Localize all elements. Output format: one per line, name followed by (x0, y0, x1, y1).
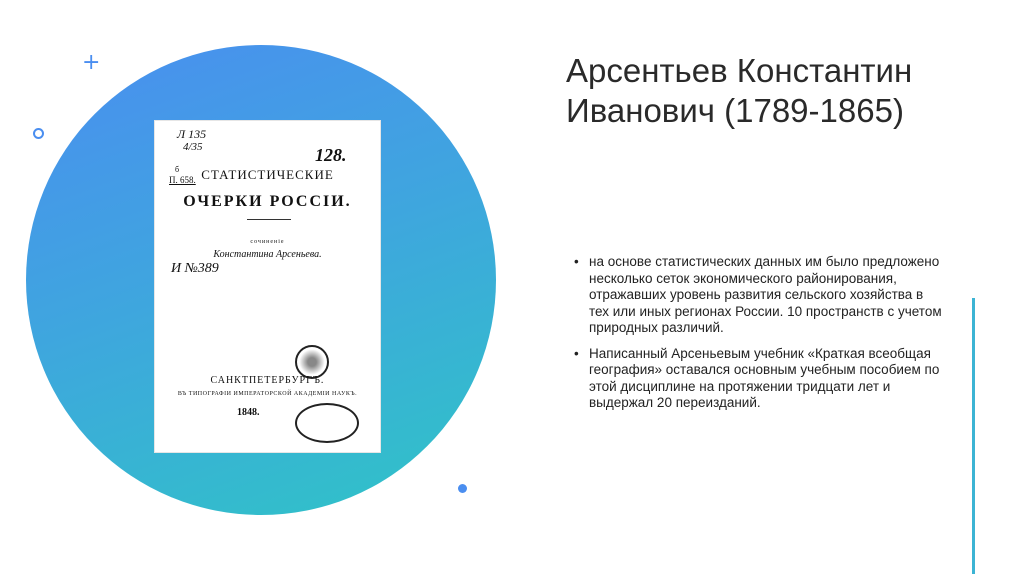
shelf-mark: б (175, 165, 180, 174)
book-author: Константина Арсеньева. (213, 249, 322, 260)
bullet-list (574, 254, 944, 421)
catalog-number: 128. (315, 145, 347, 165)
library-stamp (295, 345, 329, 379)
handwritten-mark: И №389 (171, 261, 219, 276)
book-title-line: СТАТИСТИЧЕСКИЕ (201, 167, 334, 182)
library-stamp (295, 403, 359, 443)
book-title-line: ОЧЕРКИ РОССІИ. (183, 193, 352, 210)
book-byline: сочиненіе (250, 239, 285, 245)
shelf-mark: П. 658. (169, 175, 196, 185)
bullet-item: • на основе статистических данных им было предложено несколько сеток экономического районирования, отражавших уровень развития сельского хозяйства в тех или иных регионах России. 10 пространств с учетом природных различий. (574, 254, 944, 337)
book-press: ВЪ ТИПОГРАФІИ ИМПЕРАТОРСКОЙ АКАДЕМІИ НАУКЪ. (177, 391, 358, 397)
book-cover-image (154, 120, 381, 453)
book-year: 1848. (237, 407, 260, 418)
vertical-divider (972, 298, 975, 574)
book-city: САНКТПЕТЕРБУРГЪ. (210, 375, 325, 386)
handwritten-mark: 4/35 (183, 141, 203, 153)
plus-icon: + (82, 50, 101, 75)
bullet-item: • Написанный Арсеньевым учебник «Краткая всеобщая география» оставался основным учебным пособием по этой дисциплине на протяжении тридцати лет и выдержал 20 переизданий. (574, 346, 944, 412)
ring-icon (33, 128, 44, 139)
slide-title: Арсентьев Константин Иванович (1789-1865) (566, 52, 913, 129)
title-rule (247, 219, 291, 220)
handwritten-mark: Л 135 (177, 127, 207, 141)
dot-icon (458, 484, 467, 493)
